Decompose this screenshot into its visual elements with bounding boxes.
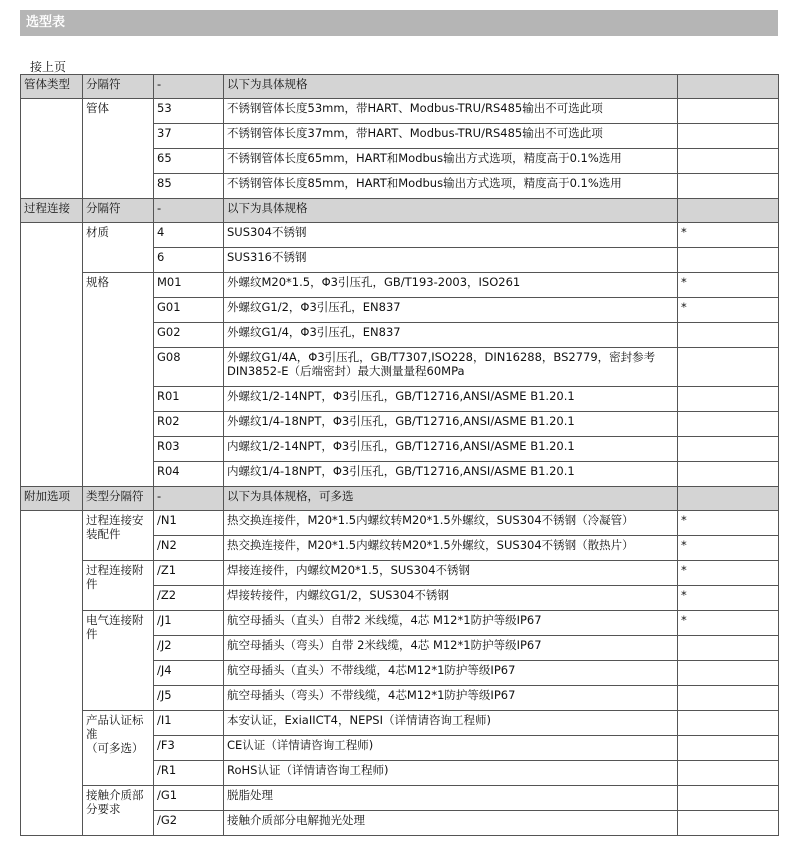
note-header xyxy=(678,487,779,511)
option-description: 外螺纹G1/4，Φ3引压孔，EN837 xyxy=(224,323,678,348)
option-note xyxy=(678,99,779,124)
table-row xyxy=(21,561,779,586)
option-note: * xyxy=(678,273,779,298)
option-note xyxy=(678,786,779,811)
option-description: 焊接转接件，内螺纹G1/2，SUS304不锈钢 xyxy=(224,586,678,611)
group-label: 电气连接附件 xyxy=(83,611,154,711)
option-note xyxy=(678,412,779,437)
option-code: 6 xyxy=(154,248,224,273)
option-description: SUS304不锈钢 xyxy=(224,223,678,248)
option-description: 本安认证，ExiaIICT4，NEPSI（详情请咨询工程师) xyxy=(224,711,678,736)
option-description: CE认证（详情请咨询工程师) xyxy=(224,736,678,761)
separator-label: 分隔符 xyxy=(83,199,154,223)
separator-symbol: - xyxy=(154,487,224,511)
option-code: /R1 xyxy=(154,761,224,786)
option-note: * xyxy=(678,561,779,586)
group-label: 过程连接安装配件 xyxy=(83,511,154,561)
option-description: 外螺纹1/2-14NPT，Φ3引压孔，GB/T12716,ANSI/ASME B1.20.1 xyxy=(224,387,678,412)
option-note xyxy=(678,711,779,736)
option-code: /Z2 xyxy=(154,586,224,611)
option-description: 外螺纹G1/2，Φ3引压孔，EN837 xyxy=(224,298,678,323)
option-code: /J1 xyxy=(154,611,224,636)
option-description: 外螺纹1/4-18NPT，Φ3引压孔，GB/T12716,ANSI/ASME B1.20.1 xyxy=(224,412,678,437)
option-note: * xyxy=(678,511,779,536)
option-code: R03 xyxy=(154,437,224,462)
option-description: 不锈钢管体长度85mm，HART和Modbus输出方式选项，精度高于0.1%选用 xyxy=(224,174,678,199)
option-code: R01 xyxy=(154,387,224,412)
table-row xyxy=(21,511,779,536)
option-code: /F3 xyxy=(154,736,224,761)
section-blank-cell xyxy=(21,99,83,199)
option-note: * xyxy=(678,611,779,636)
section-name: 管体类型 xyxy=(21,75,83,99)
option-description: 脱脂处理 xyxy=(224,786,678,811)
group-label: 产品认证标准 （可多选） xyxy=(83,711,154,786)
option-code: R02 xyxy=(154,412,224,437)
note-header xyxy=(678,199,779,223)
option-description: 外螺纹G1/4A，Φ3引压孔，GB/T7307,ISO228，DIN16288，BS2779，密封参考DIN3852-E（后端密封）最大测量量程60MPa xyxy=(224,348,678,387)
option-note xyxy=(678,124,779,149)
option-code: /J2 xyxy=(154,636,224,661)
section-title-bar xyxy=(20,10,778,36)
option-code: /J4 xyxy=(154,661,224,686)
table-row xyxy=(21,786,779,811)
table-row xyxy=(21,711,779,736)
section-header-row xyxy=(21,75,779,99)
option-description: 航空母插头（直头）不带线缆，4芯M12*1防护等级IP67 xyxy=(224,661,678,686)
option-note xyxy=(678,686,779,711)
separator-label: 分隔符 xyxy=(83,75,154,99)
option-code: M01 xyxy=(154,273,224,298)
option-code: /G2 xyxy=(154,811,224,836)
option-description: 接触介质部分电解抛光处理 xyxy=(224,811,678,836)
option-code: 53 xyxy=(154,99,224,124)
option-note xyxy=(678,811,779,836)
group-label: 接触介质部分要求 xyxy=(83,786,154,836)
continued-label: 接上页 xyxy=(30,60,67,74)
group-label: 规格 xyxy=(83,273,154,487)
table-row xyxy=(21,223,779,248)
option-description: 不锈钢管体长度65mm，HART和Modbus输出方式选项，精度高于0.1%选用 xyxy=(224,149,678,174)
option-description: 航空母插头（弯头）自带 2米线缆，4芯 M12*1防护等级IP67 xyxy=(224,636,678,661)
group-label: 过程连接附件 xyxy=(83,561,154,611)
option-note xyxy=(678,248,779,273)
note-header xyxy=(678,75,779,99)
option-note xyxy=(678,636,779,661)
table-row xyxy=(21,611,779,636)
option-description: 不锈钢管体长度53mm，带HART、Modbus-TRU/RS485输出不可选此项 xyxy=(224,99,678,124)
option-description: 内螺纹1/4-18NPT，Φ3引压孔，GB/T12716,ANSI/ASME B1.20.1 xyxy=(224,462,678,487)
option-note xyxy=(678,149,779,174)
option-description: 航空母插头（弯头）不带线缆，4芯M12*1防护等级IP67 xyxy=(224,686,678,711)
option-description: 热交换连接件，M20*1.5内螺纹转M20*1.5外螺纹，SUS304不锈钢（冷凝管） xyxy=(224,511,678,536)
option-description: 内螺纹1/2-14NPT，Φ3引压孔，GB/T12716,ANSI/ASME B1.20.1 xyxy=(224,437,678,462)
option-code: 37 xyxy=(154,124,224,149)
option-note xyxy=(678,387,779,412)
separator-symbol: - xyxy=(154,75,224,99)
option-description: RoHS认证（详情请咨询工程师) xyxy=(224,761,678,786)
section-name: 过程连接 xyxy=(21,199,83,223)
option-code: /I1 xyxy=(154,711,224,736)
option-note xyxy=(678,348,779,387)
option-code: G01 xyxy=(154,298,224,323)
option-description: 航空母插头（直头）自带2 米线缆，4芯 M12*1防护等级IP67 xyxy=(224,611,678,636)
group-label: 材质 xyxy=(83,223,154,273)
option-note: * xyxy=(678,586,779,611)
option-description: 焊接连接件，内螺纹M20*1.5，SUS304不锈钢 xyxy=(224,561,678,586)
separator-symbol: - xyxy=(154,199,224,223)
option-code: 85 xyxy=(154,174,224,199)
option-note xyxy=(678,761,779,786)
option-code: R04 xyxy=(154,462,224,487)
section-blank-cell xyxy=(21,511,83,836)
section-blank-cell xyxy=(21,223,83,487)
option-code: G02 xyxy=(154,323,224,348)
option-code: /N2 xyxy=(154,536,224,561)
option-code: /G1 xyxy=(154,786,224,811)
option-note xyxy=(678,462,779,487)
option-note: * xyxy=(678,536,779,561)
option-note xyxy=(678,736,779,761)
option-code: 4 xyxy=(154,223,224,248)
option-description: 热交换连接件，M20*1.5内螺纹转M20*1.5外螺纹，SUS304不锈钢（散热片） xyxy=(224,536,678,561)
option-note: * xyxy=(678,298,779,323)
option-description: 外螺纹M20*1.5，Φ3引压孔，GB/T193-2003，ISO261 xyxy=(224,273,678,298)
option-description: 不锈钢管体长度37mm，带HART、Modbus-TRU/RS485输出不可选此项 xyxy=(224,124,678,149)
table-row xyxy=(21,273,779,298)
section-header-row xyxy=(21,487,779,511)
option-code: 65 xyxy=(154,149,224,174)
option-code: G08 xyxy=(154,348,224,387)
option-note: * xyxy=(678,223,779,248)
spec-heading: 以下为具体规格 xyxy=(224,75,678,99)
table-row xyxy=(21,99,779,124)
option-code: /J5 xyxy=(154,686,224,711)
option-note xyxy=(678,437,779,462)
spec-heading: 以下为具体规格，可多选 xyxy=(224,487,678,511)
option-description: SUS316不锈钢 xyxy=(224,248,678,273)
option-note xyxy=(678,661,779,686)
option-note xyxy=(678,323,779,348)
option-code: /Z1 xyxy=(154,561,224,586)
selection-table xyxy=(20,74,779,836)
option-note xyxy=(678,174,779,199)
section-name: 附加选项 xyxy=(21,487,83,511)
spec-heading: 以下为具体规格 xyxy=(224,199,678,223)
section-title: 选型表 xyxy=(26,15,66,30)
section-header-row xyxy=(21,199,779,223)
group-label: 管体 xyxy=(83,99,154,199)
separator-label: 类型分隔符 xyxy=(83,487,154,511)
option-code: /N1 xyxy=(154,511,224,536)
